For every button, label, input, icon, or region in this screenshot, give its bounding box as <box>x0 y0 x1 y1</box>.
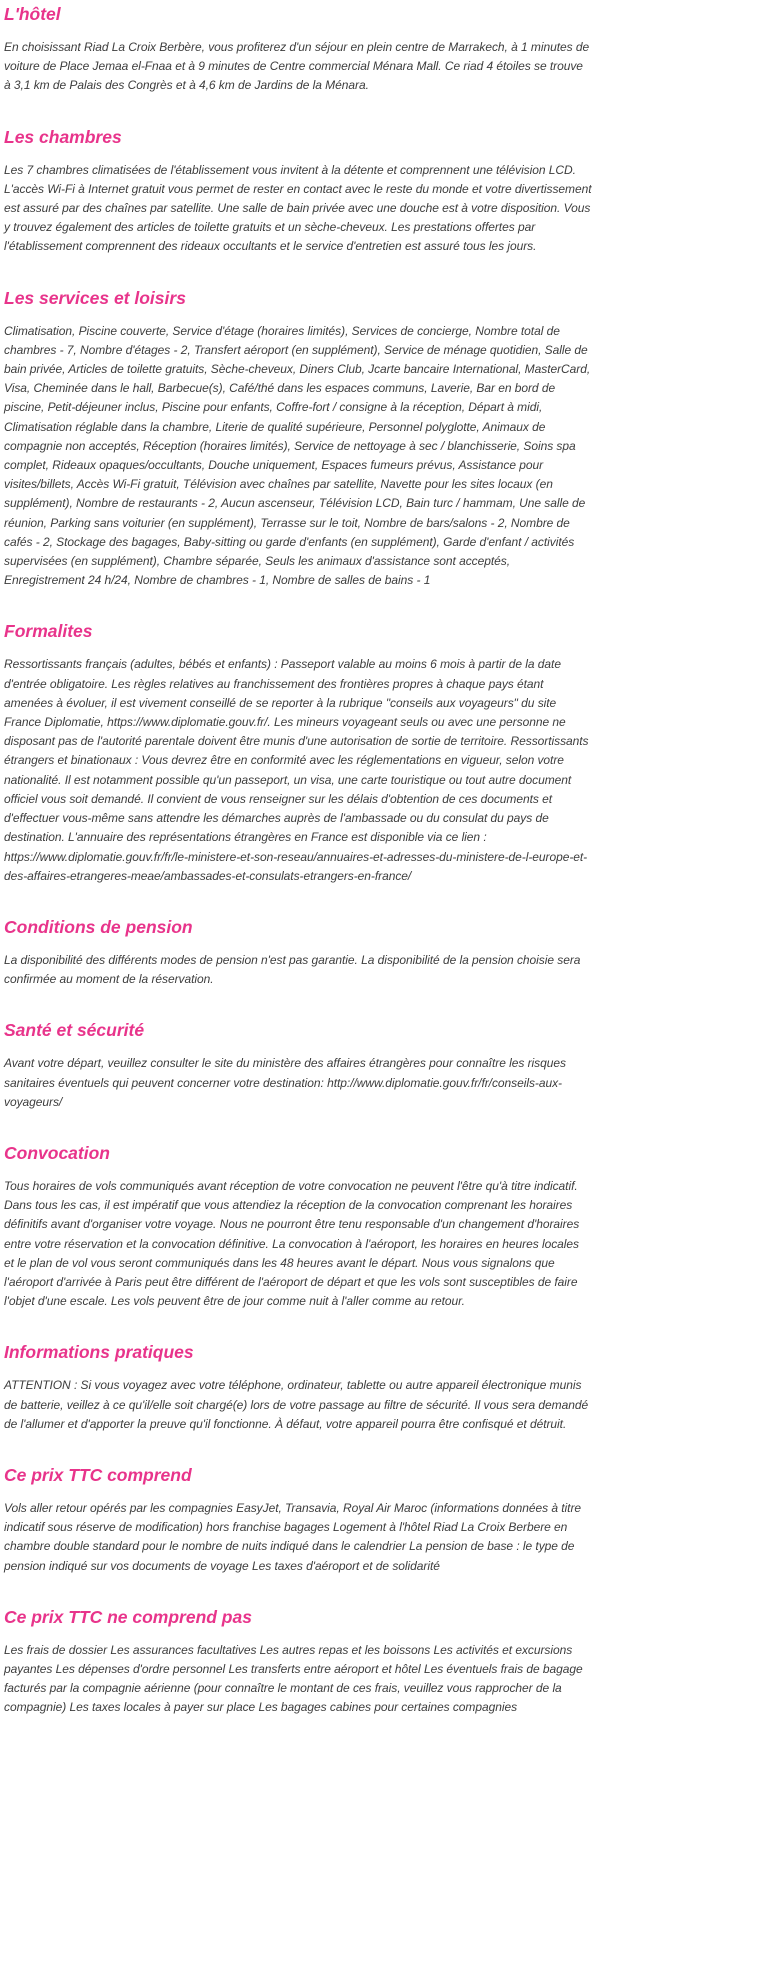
section-title: Convocation <box>4 1142 110 1163</box>
section-sante-securite <box>4 1020 592 1112</box>
section-prix-ttc-comprend <box>4 1465 592 1576</box>
section-body: Avant votre départ, veuillez consulter le site du ministère des affaires étrangères pour connaître les risques sanitaires éventuels qui peuvent concerner votre destination: http://www.diplomatie.gouv.fr/fr/conseils-aux-voyageurs/ <box>4 1056 566 1109</box>
section-title: Informations pratiques <box>4 1342 194 1363</box>
section-body: La disponibilité des différents modes de pension n'est pas garantie. La disponibilité de la pension choisie sera confirmée au moment de la réservation. <box>4 952 581 987</box>
section-body: Tous horaires de vols communiqués avant réception de votre convocation ne peuvent l'être qu'à titre indicatif. Dans tous les cas, il est impératif que vous attendiez la réception de la convocation comprenant les horaires définitifs avant d'organiser votre voyage. Nous ne pourront être tenu responsable d'un changement d'horaires entre votre réservation et la convocation définitive. La convocation à l'aéroport, les horaires en heures locales et le plan de vol vous seront communiqués dans les 48 heures avant le départ. Nous vous signalons que l'aéroport d'arrivée à Paris peut être différent de l'aéroport de départ et que les vols sont susceptibles de faire l'objet d'une escale. Les vols peuvent être de jour comme nuit à l'aller comme au retour. <box>4 1178 580 1309</box>
section-formalites <box>4 621 592 885</box>
section-chambres <box>4 127 592 257</box>
section-title: Ce prix TTC ne comprend pas <box>4 1606 252 1627</box>
section-body: Ressortissants français (adultes, bébés et enfants) : Passeport valable au moins 6 mois à partir de la date d'entrée obligatoire. Les règles relatives au franchissement des frontières propres à chaque pays étant amenées à évoluer, il est vivement conseillé de se reporter à la rubrique "conseils aux voyageurs" du site France Diplomatie, https://www.diplomatie.gouv.fr/. Les mineurs voyageant seuls ou avec une personne ne disposant pas de l'autorité parentale doivent être munis d'une autorisation de sortie de territoire. Ressortissants étrangers et binationaux : Vous devrez être en conformité avec les réglementations en vigueur, selon votre nationalité. Il est notamment possible qu'un passeport, un visa, une carte touristique ou tout autre document officiel vous soit demandé. Il convient de vous renseigner sur les délais d'obtention de ces documents et d'effectuer vous-même sans attendre les démarches auprès de l'ambassade ou du consulat du pays de destination. L'annuaire des représentations étrangères en France est disponible via ce lien : https://www.diplomatie.gouv.fr/fr/le-ministere-et-son-reseau/annuaires-et-adresses-du-ministere-de-l-europe-et-des-affaires-etrangeres-meae/ambassades-et-consulats-etrangers-en-france/ <box>4 657 589 883</box>
section-prix-ttc-ne-comprend-pas <box>4 1607 592 1718</box>
section-title: Conditions de pension <box>4 916 193 937</box>
section-title: Les services et loisirs <box>4 287 186 308</box>
section-informations-pratiques <box>4 1342 592 1434</box>
section-convocation <box>4 1143 592 1311</box>
section-services-loisirs <box>4 288 592 591</box>
section-title: Santé et sécurité <box>4 1020 145 1041</box>
section-body: Climatisation, Piscine couverte, Service d'étage (horaires limités), Services de concierge, Nombre total de chambres - 7, Nombre d'étages - 2, Transfert aéroport (en supplément), Service de ménage quotidien, Salle de bain privée, Articles de toilette gratuits, Sèche-cheveux, Diners Club, Jcarte bancaire International, MasterCard, Visa, Cheminée dans le hall, Barbecue(s), Café/thé dans les espaces communs, Laverie, Bar en bord de piscine, Petit-déjeuner inclus, Piscine pour enfants, Coffre-fort / consigne à la réception, Départ à midi, Climatisation réglable dans la chambre, Literie de qualité supérieure, Personnel polyglotte, Animaux de compagnie non acceptés, Réception (horaires limités), Service de nettoyage à sec / blanchisserie, Soins spa complet, Rideaux opaques/occultants, Douche uniquement, Espaces fumeurs prévus, Assistance pour visites/billets, Accès Wi-Fi gratuit, Télévision avec chaînes par satellite, Navette pour les sites locaux (en supplément), Nombre de restaurants - 2, Aucun ascenseur, Télévision LCD, Bain turc / hammam, Une salle de réunion, Parking sans voiturier (en supplément), Terrasse sur le toit, Nombre de bars/salons - 2, Nombre de cafés - 2, Stockage des bagages, Baby-sitting ou garde d'enfants (en supplément), Garde d'enfant / activités supervisées (en supplément), Chambre séparée, Seuls les animaux d'assistance sont acceptés, Enregistrement 24 h/24, Nombre de chambres - 1, Nombre de salles de bains - 1 <box>4 323 591 588</box>
section-body: Les 7 chambres climatisées de l'établissement vous invitent à la détente et comprennent une télévision LCD. L'accès Wi-Fi à Internet gratuit vous permet de rester en contact avec le reste du monde et votre divertissement est assuré par des chaînes par satellite. Une salle de bain privée avec une douche est à votre disposition. Vous y trouvez également des articles de toilette gratuits et un sèche-cheveux. Les prestations offertes par l'établissement comprennent des rideaux occultants et le service d'entretien est assuré tous les jours. <box>4 162 592 254</box>
section-body: Les frais de dossier Les assurances facultatives Les autres repas et les boissons Les activités et excursions payantes Les dépenses d'ordre personnel Les transferts entre aéroport et hôtel Les éventuels frais de bagage facturés par la compagnie aérienne (pour connaître le montant de ces frais, veuillez vous rapprocher de la compagnie) Les taxes locales à payer sur place Les bagages cabines pour certaines compagnies <box>4 1642 583 1715</box>
section-title: Ce prix TTC comprend <box>4 1464 192 1485</box>
section-body: En choisissant Riad La Croix Berbère, vous profiterez d'un séjour en plein centre de Marrakech, à 1 minutes de voiture de Place Jemaa el-Fnaa et à 9 minutes de Centre commercial Ménara Mall. Ce riad 4 étoiles se trouve à 3,1 km de Palais des Congrès et à 4,6 km de Jardins de la Ménara. <box>4 40 590 93</box>
section-title: Formalites <box>4 621 93 642</box>
section-title: Les chambres <box>4 126 122 147</box>
section-body: Vols aller retour opérés par les compagnies EasyJet, Transavia, Royal Air Maroc (informations données à titre indicatif sous réserve de modification) hors franchise bagages Logement à l'hôtel Riad La Croix Berbere en chambre double standard pour le nombre de nuits indiqué dans le calendrier La pension de base : le type de pension indiqué sur vos documents de voyage Les taxes d'aéroport et de solidarité <box>4 1500 582 1573</box>
section-title: L'hôtel <box>4 4 61 24</box>
section-hotel <box>4 4 592 96</box>
section-body: ATTENTION : Si vous voyagez avec votre téléphone, ordinateur, tablette ou autre appareil électronique munis de batterie, veillez à ce qu'il/elle soit chargé(e) lors de votre passage au filtre de sécurité. Il vous sera demandé de l'allumer et d'apporter la preuve qu'il fonctionne. À défaut, votre appareil pourra être confisqué et détruit. <box>4 1378 589 1431</box>
section-conditions-pension <box>4 917 592 989</box>
